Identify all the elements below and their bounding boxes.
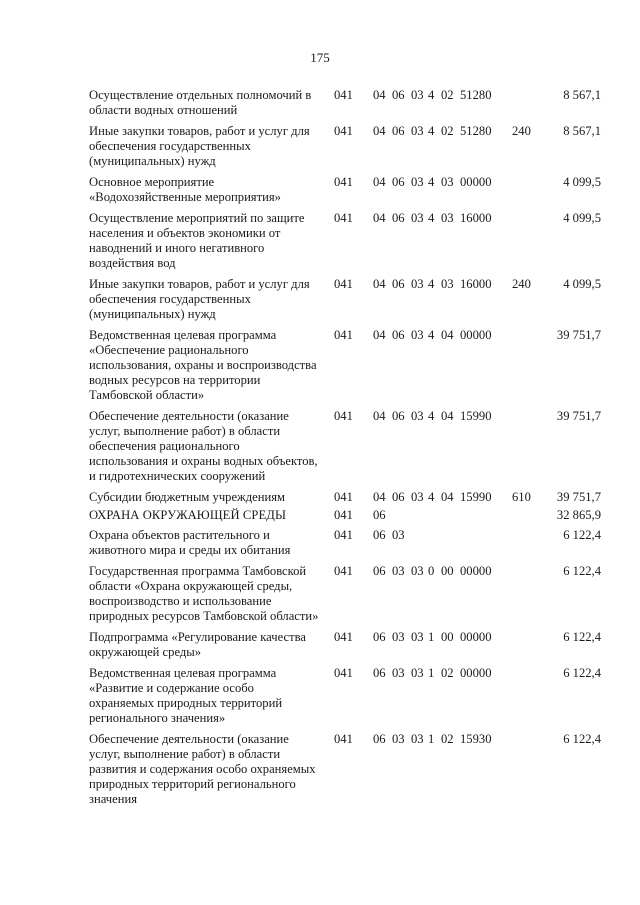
target-article-part: 03 xyxy=(441,277,454,291)
section-code: 06 xyxy=(373,630,386,644)
amount: 4 099,5 xyxy=(563,277,601,291)
target-article-part: 03 xyxy=(441,175,454,189)
amount: 6 122,4 xyxy=(563,564,601,578)
target-article-part: 03 xyxy=(411,490,424,504)
target-article-part: 15990 xyxy=(460,409,492,423)
section-code: 04 xyxy=(373,124,386,138)
amount: 39 751,7 xyxy=(556,490,601,504)
target-article-part: 1 xyxy=(428,666,435,680)
amount: 6 122,4 xyxy=(563,666,601,680)
ved-code: 041 xyxy=(334,564,353,578)
table-row xyxy=(0,630,640,660)
target-article-part: 03 xyxy=(411,732,424,746)
section-code: 04 xyxy=(373,211,386,225)
amount: 6 122,4 xyxy=(563,630,601,644)
target-article-part: 00000 xyxy=(460,175,492,189)
ved-code: 041 xyxy=(334,88,353,102)
target-article-part: 03 xyxy=(411,211,424,225)
amount: 4 099,5 xyxy=(563,175,601,189)
target-article-part: 00000 xyxy=(460,666,492,680)
row-name: ОХРАНА ОКРУЖАЮЩЕЙ СРЕДЫ xyxy=(89,508,287,522)
target-article-part: 4 xyxy=(428,490,435,504)
target-article-part: 03 xyxy=(411,175,424,189)
ved-code: 041 xyxy=(334,732,353,746)
target-article-part: 03 xyxy=(411,666,424,680)
subsection-code: 06 xyxy=(392,328,405,342)
ved-code: 041 xyxy=(334,508,353,522)
subsection-code: 03 xyxy=(392,564,405,578)
ved-code: 041 xyxy=(334,490,353,504)
row-name: Основное мероприятие «Водохозяйственные мероприятия» xyxy=(89,175,281,204)
target-article-part: 04 xyxy=(441,409,454,423)
target-article-part: 15930 xyxy=(460,732,492,746)
subsection-code: 06 xyxy=(392,211,405,225)
target-article-part: 03 xyxy=(411,88,424,102)
table-row xyxy=(0,732,640,807)
target-article-part: 4 xyxy=(428,277,435,291)
row-name: Ведомственная целевая программа «Развитие и содержание особо охраняемых природных территорий регионального значения» xyxy=(89,666,283,725)
amount: 32 865,9 xyxy=(556,508,601,522)
target-article-part: 16000 xyxy=(460,277,492,291)
row-name: Субсидии бюджетным учреждениям xyxy=(89,490,285,504)
amount: 8 567,1 xyxy=(563,88,601,102)
row-name: Обеспечение деятельности (оказание услуг, выполнение работ) в области развития и содержания особо охраняемых природных территорий регионального значения xyxy=(89,732,316,806)
section-code: 06 xyxy=(373,508,386,522)
ved-code: 041 xyxy=(334,666,353,680)
section-code: 06 xyxy=(373,666,386,680)
ved-code: 041 xyxy=(334,528,353,542)
amount: 39 751,7 xyxy=(556,409,601,423)
amount: 4 099,5 xyxy=(563,211,601,225)
target-article-part: 03 xyxy=(411,564,424,578)
amount: 39 751,7 xyxy=(556,328,601,342)
row-name: Иные закупки товаров, работ и услуг для обеспечения государственных (муниципальных) нужд xyxy=(89,277,310,321)
ved-code: 041 xyxy=(334,277,353,291)
target-article-part: 00000 xyxy=(460,630,492,644)
target-article-part: 51280 xyxy=(460,124,492,138)
row-name: Осуществление мероприятий по защите населения и объектов экономики от наводнений и иного негативного воздействия вод xyxy=(89,211,305,270)
target-article-part: 51280 xyxy=(460,88,492,102)
target-article-part: 02 xyxy=(441,124,454,138)
target-article-part: 00 xyxy=(441,564,454,578)
subsection-code: 06 xyxy=(392,277,405,291)
subsection-code: 03 xyxy=(392,666,405,680)
target-article-part: 4 xyxy=(428,409,435,423)
target-article-part: 03 xyxy=(441,211,454,225)
target-article-part: 00000 xyxy=(460,328,492,342)
table-row xyxy=(0,211,640,271)
subsection-code: 06 xyxy=(392,490,405,504)
target-article-part: 03 xyxy=(411,409,424,423)
table-row xyxy=(0,88,640,118)
table-row xyxy=(0,175,640,205)
target-article-part: 00 xyxy=(441,630,454,644)
table-row xyxy=(0,508,640,523)
ved-code: 041 xyxy=(334,630,353,644)
section-code: 04 xyxy=(373,328,386,342)
target-article-part: 03 xyxy=(411,630,424,644)
table-row xyxy=(0,490,640,505)
budget-table xyxy=(0,88,640,807)
table-row xyxy=(0,124,640,169)
target-article-part: 4 xyxy=(428,175,435,189)
subsection-code: 06 xyxy=(392,175,405,189)
target-article-part: 15990 xyxy=(460,490,492,504)
page-number: 175 xyxy=(310,50,330,65)
table-row xyxy=(0,564,640,624)
row-name: Ведомственная целевая программа «Обеспечение рационального использования, охраны и воспроизводства водных ресурсов на территории Тамбовской области» xyxy=(89,328,317,402)
ved-code: 041 xyxy=(334,211,353,225)
target-article-part: 02 xyxy=(441,88,454,102)
target-article-part: 4 xyxy=(428,211,435,225)
target-article-part: 04 xyxy=(441,328,454,342)
row-name: Осуществление отдельных полномочий в области водных отношений xyxy=(89,88,312,117)
table-row xyxy=(0,528,640,558)
section-code: 04 xyxy=(373,277,386,291)
section-code: 06 xyxy=(373,732,386,746)
ved-code: 041 xyxy=(334,124,353,138)
section-code: 06 xyxy=(373,564,386,578)
ved-code: 041 xyxy=(334,175,353,189)
target-article-part: 1 xyxy=(428,732,435,746)
amount: 8 567,1 xyxy=(563,124,601,138)
subsection-code: 06 xyxy=(392,409,405,423)
target-article-part: 04 xyxy=(441,490,454,504)
section-code: 04 xyxy=(373,490,386,504)
row-name: Иные закупки товаров, работ и услуг для обеспечения государственных (муниципальных) нужд xyxy=(89,124,310,168)
subsection-code: 03 xyxy=(392,528,405,542)
row-name: Обеспечение деятельности (оказание услуг, выполнение работ) в области обеспечения рационального использования и охраны водных объектов, и гидротехнических сооружений xyxy=(89,409,318,483)
expense-type-code: 240 xyxy=(512,124,531,138)
subsection-code: 06 xyxy=(392,88,405,102)
table-row xyxy=(0,666,640,726)
subsection-code: 03 xyxy=(392,732,405,746)
row-name: Государственная программа Тамбовской области «Охрана окружающей среды, воспроизводство и использование природных ресурсов Тамбовской области» xyxy=(89,564,319,623)
ved-code: 041 xyxy=(334,328,353,342)
section-code: 04 xyxy=(373,88,386,102)
target-article-part: 4 xyxy=(428,124,435,138)
ved-code: 041 xyxy=(334,409,353,423)
section-code: 04 xyxy=(373,175,386,189)
target-article-part: 1 xyxy=(428,630,435,644)
target-article-part: 03 xyxy=(411,328,424,342)
section-code: 04 xyxy=(373,409,386,423)
target-article-part: 00000 xyxy=(460,564,492,578)
target-article-part: 0 xyxy=(428,564,435,578)
row-name: Охрана объектов растительного и животного мира и среды их обитания xyxy=(89,528,291,557)
section-code: 06 xyxy=(373,528,386,542)
subsection-code: 06 xyxy=(392,124,405,138)
table-row xyxy=(0,328,640,403)
amount: 6 122,4 xyxy=(563,732,601,746)
expense-type-code: 610 xyxy=(512,490,531,504)
table-row xyxy=(0,277,640,322)
target-article-part: 03 xyxy=(411,277,424,291)
target-article-part: 02 xyxy=(441,666,454,680)
target-article-part: 03 xyxy=(411,124,424,138)
target-article-part: 4 xyxy=(428,328,435,342)
row-name: Подпрограмма «Регулирование качества окружающей среды» xyxy=(89,630,306,659)
target-article-part: 4 xyxy=(428,88,435,102)
expense-type-code: 240 xyxy=(512,277,531,291)
table-row xyxy=(0,409,640,484)
amount: 6 122,4 xyxy=(563,528,601,542)
subsection-code: 03 xyxy=(392,630,405,644)
target-article-part: 16000 xyxy=(460,211,492,225)
target-article-part: 02 xyxy=(441,732,454,746)
